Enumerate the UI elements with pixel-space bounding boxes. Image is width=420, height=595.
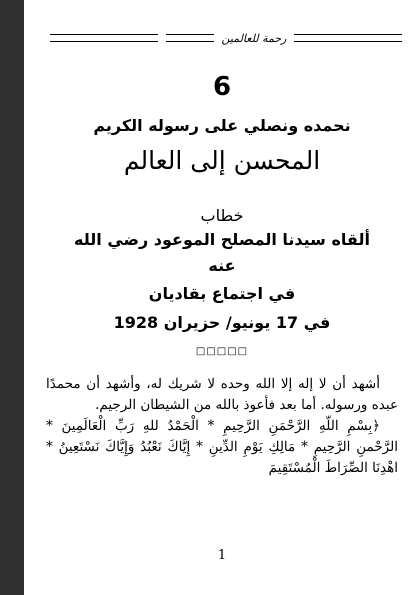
- speech-label: خطاب: [200, 206, 244, 225]
- document-page: [24, 0, 420, 595]
- quran-verses: ﴿بِسْمِ اللّهِ الرَّحْمَنِ الرَّحِيمِ * الْحَمْدُ للهِ رَبِّ الْعَالَمِينَ * الرَّحْمنِ الرَّحِيمِ * مَالِكِ يَوْمِ الدِّينِ * إِيَّاكَ نَعْبُدُ وَإِيَّاكَ نَسْتَعِينُ * اهْدِنَا الصِّرَاطَ الْمُسْتَقِيمَ: [46, 418, 398, 476]
- running-header: [50, 28, 402, 48]
- speech-number: 6: [212, 72, 232, 102]
- body-text: [46, 374, 398, 479]
- book-spine: [0, 0, 24, 595]
- speech-date: في 17 يونيو/ حزيران 1928: [113, 313, 331, 332]
- page-number: 1: [217, 548, 227, 563]
- opening-paragraph: أشهد أن لا إله إلا الله وحده لا شريك له، وأشهد أن محمدًا عبده ورسوله. أما بعد فأعوذ بالله من الشيطان الرجيم.: [46, 376, 398, 413]
- ornament-marks: □□□□□: [195, 346, 249, 357]
- speech-title: المحسن إلى العالم: [123, 146, 321, 175]
- header-rule-left: [50, 34, 158, 42]
- speaker-line-continued: عنه: [208, 256, 236, 275]
- blessing-line: نحمده ونصلي على رسوله الكريم: [93, 116, 351, 135]
- header-title: رحمة للعالمين: [221, 31, 287, 45]
- header-rule-mid: [166, 34, 214, 42]
- speaker-line: ألقاه سيدنا المصلح الموعود رضي الله: [74, 230, 370, 249]
- header-rule-right: [294, 34, 402, 42]
- speech-venue: في اجتماع بقاديان: [148, 284, 296, 303]
